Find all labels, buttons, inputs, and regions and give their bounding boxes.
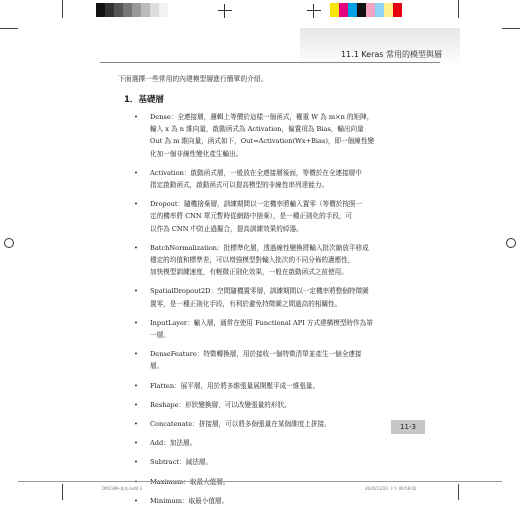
list-item — [134, 242, 414, 279]
bullet-icon: • — [134, 381, 138, 390]
layer-description-line: 以作為 CNN 中防止過擬合，提高訓練效果的綽器。 — [150, 224, 303, 233]
registration-crosshair-icon — [218, 4, 232, 18]
registration-crosshair-icon — [307, 4, 321, 18]
bullet-icon: • — [134, 168, 138, 177]
registration-swatch — [159, 3, 168, 17]
list-item — [134, 399, 414, 411]
bullet-icon: • — [134, 400, 138, 409]
crop-mark — [458, 484, 459, 500]
layer-description-line: Flatten：展平層，用於將多維張量展開壓平成一維張量。 — [150, 381, 320, 390]
bullet-icon: • — [134, 200, 138, 209]
registration-swatch — [141, 3, 150, 17]
bullet-icon: • — [134, 439, 138, 448]
crop-mark — [458, 0, 459, 18]
crop-mark — [62, 484, 63, 500]
grayscale-registration-bar — [96, 3, 168, 17]
list-item — [134, 111, 414, 160]
registration-swatch — [339, 3, 348, 17]
chapter-title: 11.1 Keras 常用的模型與層 — [340, 50, 442, 59]
layer-description-line: InputLayer：輸入層，通常在使用 Functional API 方式建構模型時作為第 — [150, 318, 373, 327]
slug-filename: DM2389-基本.indd 3 — [102, 486, 142, 491]
list-item — [134, 348, 414, 372]
layer-description-line: 置零，是一種正則化手段，有利於避免特徵圖之間過高的相關性。 — [150, 299, 342, 308]
layer-description-line: Add：加法層。 — [150, 439, 197, 448]
registration-swatch — [150, 3, 159, 17]
bullet-icon: • — [134, 318, 138, 327]
page-number: 11-3 — [391, 420, 425, 434]
registration-swatch — [123, 3, 132, 17]
layer-description-line: 輸入 x 為 n 維向量，啟動函式為 Activation，偏置項為 Bias，輸出向量 — [150, 125, 364, 134]
list-item — [134, 317, 414, 341]
slug-rule — [18, 481, 502, 482]
bullet-icon: • — [134, 496, 138, 505]
layer-description-line: BatchNormalization：批標準化層，透過線性變換將輸入批次縮放平移成 — [150, 243, 369, 252]
registration-circle-icon — [506, 238, 516, 248]
layer-description-line: 化加一個非線性變化產生輸出。 — [150, 149, 243, 158]
list-item — [134, 285, 414, 309]
registration-swatch — [105, 3, 114, 17]
layer-description-line: Activation：啟動函式層，一般放在全連接層後面，等價於在全連接層中 — [150, 168, 362, 177]
slug-timestamp: 2020/12/22 下午 09:59:02 — [365, 486, 417, 491]
crop-mark — [62, 0, 63, 18]
registration-swatch — [384, 3, 393, 17]
layer-description-line: Minimum：取最小值層。 — [150, 496, 229, 505]
layer-description-line: 層。 — [150, 362, 164, 371]
registration-swatch — [375, 3, 384, 17]
layer-description-line: 定的機率將 CNN 單元暫時從網路中捨棄），是一種正則化的手段，可 — [150, 212, 353, 221]
registration-circle-icon — [4, 238, 14, 248]
layer-description-line: 穩定的均值和標準差，可以增強模型對輸入批次的不同分佈的適應性， — [150, 256, 355, 265]
registration-swatch — [114, 3, 123, 17]
list-item — [134, 456, 414, 468]
bullet-icon: • — [134, 350, 138, 359]
layer-description-line: Subtract：減法層。 — [150, 458, 213, 467]
registration-swatch — [330, 3, 339, 17]
list-item — [134, 495, 414, 507]
registration-swatch — [132, 3, 141, 17]
bullet-icon: • — [134, 287, 138, 296]
color-registration-bar — [330, 3, 402, 17]
layer-description-line: Dropout：隨機捨棄層，訓練期間以一定機率將輸入置零（等價於按照一 — [150, 200, 363, 209]
list-item — [134, 437, 414, 449]
layer-description-line: 加快模型訓練速度，有輕微正則化效果，一般在啟動函式之前使用。 — [150, 268, 348, 277]
layer-description-line: Concatenate：拼接層，可以將多個張量在某個維度上拼接。 — [150, 420, 331, 429]
list-item — [134, 418, 414, 430]
layer-description-line: 一層。 — [150, 331, 170, 340]
crop-mark — [502, 28, 520, 29]
bullet-icon: • — [134, 420, 138, 429]
header-rule — [100, 62, 440, 63]
registration-swatch — [366, 3, 375, 17]
layer-list — [134, 111, 414, 514]
registration-swatch — [393, 3, 402, 17]
intro-paragraph: 下面選擇一些常用的內建模型層進行簡單的介紹。 — [118, 75, 268, 83]
section-heading: 1．基礎層 — [124, 95, 164, 105]
list-item — [134, 198, 414, 235]
layer-description-line: Reshape：形狀變換層，可以改變張量的形狀。 — [150, 400, 291, 409]
bullet-icon: • — [134, 113, 138, 121]
registration-swatch — [348, 3, 357, 17]
bullet-icon: • — [134, 458, 138, 467]
layer-description-line: SpatialDropout2D：空間隨機置零層，訓練期間以一定機率將整個特徵圖 — [150, 287, 369, 296]
layer-description-line: DenseFeature：特徵轉換層，用於接收一個特徵清單並產生一個全連接 — [150, 350, 362, 359]
bullet-icon: • — [134, 243, 138, 252]
layer-description-line: Dense：全連接層，邏輯上等價於這樣一個函式，權重 W 為 m×n 的矩陣， — [150, 113, 374, 121]
list-item — [134, 167, 414, 191]
registration-swatch — [357, 3, 366, 17]
registration-swatch — [96, 3, 105, 17]
layer-description-line: Out 為 m 維向量，函式如下，Out=Activation(Wx+Bias)，即一個線性變 — [150, 137, 375, 146]
layer-description-line: 指定啟動函式，啟動函式可以提高模型的非線性串列達能力。 — [150, 181, 329, 190]
crop-mark — [0, 28, 18, 29]
list-item — [134, 380, 414, 392]
